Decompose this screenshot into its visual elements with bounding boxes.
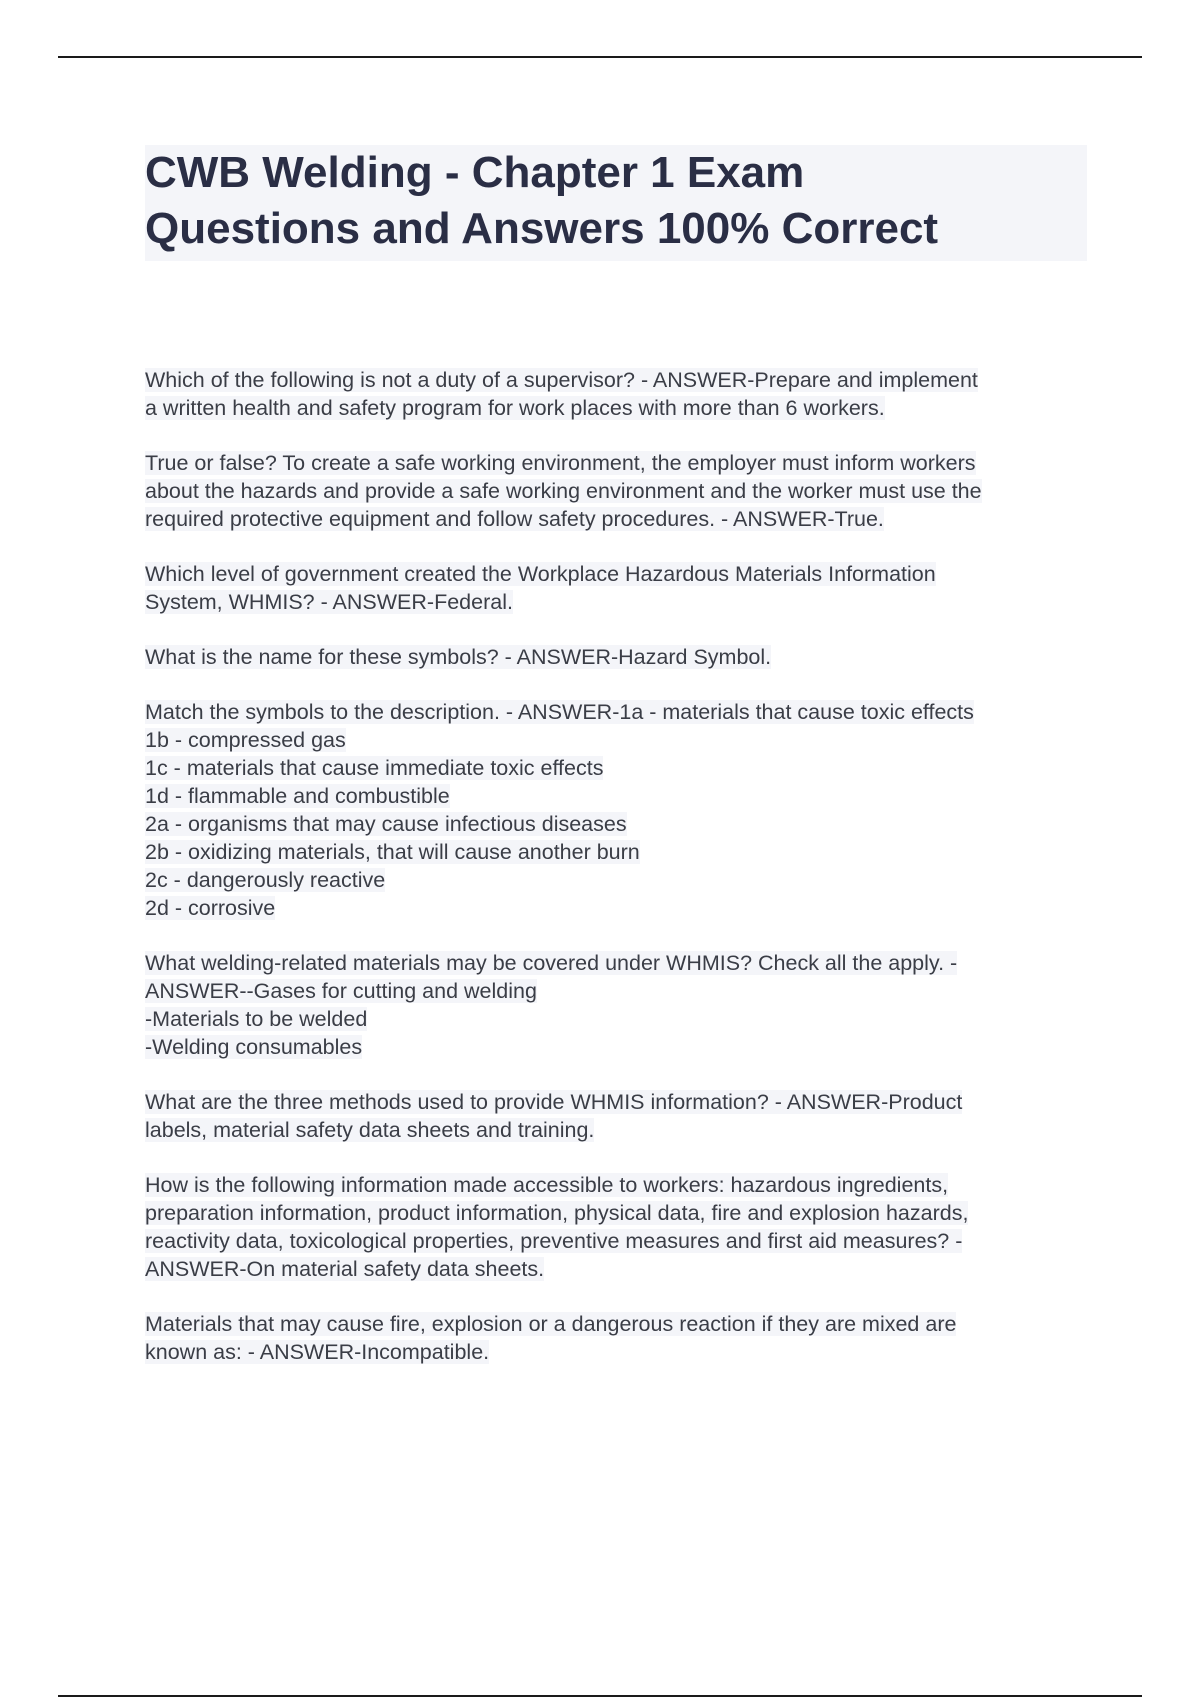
qa-line-text: 2d - corrosive bbox=[145, 896, 276, 920]
qa-line-text: True or false? To create a safe working environment, the employer must inform workers bbox=[145, 451, 976, 475]
qa-line-text: ANSWER--Gases for cutting and welding bbox=[145, 979, 537, 1003]
qa-line bbox=[145, 394, 1095, 422]
qa-line-text: What is the name for these symbols? - ANSWER-Hazard Symbol. bbox=[145, 645, 772, 669]
qa-line bbox=[145, 1033, 1095, 1061]
qa-line bbox=[145, 366, 1095, 394]
qa-line bbox=[145, 1227, 1095, 1255]
qa-item bbox=[145, 366, 1095, 422]
qa-line-text: What welding-related materials may be covered under WHMIS? Check all the apply. - bbox=[145, 951, 958, 975]
document-title bbox=[145, 145, 1087, 257]
qa-line-text: 2c - dangerously reactive bbox=[145, 868, 386, 892]
qa-line-text: Which of the following is not a duty of a supervisor? - ANSWER-Prepare and implement bbox=[145, 368, 978, 392]
qa-line-text: What are the three methods used to provide WHMIS information? - ANSWER-Product bbox=[145, 1090, 963, 1114]
qa-item bbox=[145, 698, 1095, 922]
qa-line-text: 1d - flammable and combustible bbox=[145, 784, 450, 808]
qa-line-text: 1b - compressed gas bbox=[145, 728, 346, 752]
qa-line bbox=[145, 505, 1095, 533]
qa-line bbox=[145, 977, 1095, 1005]
qa-line-text: about the hazards and provide a safe working environment and the worker must use the bbox=[145, 479, 982, 503]
qa-line bbox=[145, 894, 1095, 922]
qa-item bbox=[145, 1171, 1095, 1283]
qa-line bbox=[145, 1088, 1095, 1116]
qa-item bbox=[145, 560, 1095, 616]
qa-line-text: 1c - materials that cause immediate toxic effects bbox=[145, 756, 604, 780]
top-divider bbox=[58, 56, 1142, 58]
qa-line bbox=[145, 726, 1095, 754]
qa-line bbox=[145, 949, 1095, 977]
qa-line bbox=[145, 1199, 1095, 1227]
qa-line-text: ANSWER-On material safety data sheets. bbox=[145, 1257, 545, 1281]
qa-line bbox=[145, 560, 1095, 588]
qa-line bbox=[145, 588, 1095, 616]
qa-line-text: -Welding consumables bbox=[145, 1035, 363, 1059]
qa-line bbox=[145, 838, 1095, 866]
qa-line bbox=[145, 698, 1095, 726]
qa-line-text: reactivity data, toxicological properties, preventive measures and first aid measures? - bbox=[145, 1229, 963, 1253]
qa-line bbox=[145, 782, 1095, 810]
qa-line-text: labels, material safety data sheets and training. bbox=[145, 1118, 595, 1142]
qa-line bbox=[145, 810, 1095, 838]
qa-line-text: preparation information, product information, physical data, fire and explosion hazards, bbox=[145, 1201, 969, 1225]
qa-line bbox=[145, 643, 1095, 671]
qa-line bbox=[145, 1116, 1095, 1144]
qa-line bbox=[145, 754, 1095, 782]
title-line-2: Questions and Answers 100% Correct bbox=[145, 204, 939, 253]
bottom-divider bbox=[58, 1695, 1142, 1697]
qa-line bbox=[145, 1171, 1095, 1199]
qa-list bbox=[145, 366, 1095, 1393]
qa-line-text: Which level of government created the Workplace Hazardous Materials Information bbox=[145, 562, 936, 586]
qa-line-text: 2a - organisms that may cause infectious diseases bbox=[145, 812, 627, 836]
qa-line bbox=[145, 1310, 1095, 1338]
qa-item bbox=[145, 949, 1095, 1061]
qa-line bbox=[145, 1338, 1095, 1366]
title-block bbox=[145, 145, 1087, 261]
qa-line-text: known as: - ANSWER-Incompatible. bbox=[145, 1340, 490, 1364]
qa-line-text: How is the following information made accessible to workers: hazardous ingredients, bbox=[145, 1173, 949, 1197]
title-line-1: CWB Welding - Chapter 1 Exam bbox=[145, 148, 805, 197]
qa-line-text: -Materials to be welded bbox=[145, 1007, 368, 1031]
qa-line-text: Materials that may cause fire, explosion or a dangerous reaction if they are mixed are bbox=[145, 1312, 957, 1336]
qa-line bbox=[145, 1255, 1095, 1283]
qa-line bbox=[145, 1005, 1095, 1033]
qa-line bbox=[145, 477, 1095, 505]
qa-line-text: Match the symbols to the description. - ANSWER-1a - materials that cause toxic effects bbox=[145, 700, 974, 724]
qa-line-text: a written health and safety program for work places with more than 6 workers. bbox=[145, 396, 885, 420]
qa-line-text: System, WHMIS? - ANSWER-Federal. bbox=[145, 590, 513, 614]
qa-item bbox=[145, 1088, 1095, 1144]
qa-line bbox=[145, 449, 1095, 477]
qa-line bbox=[145, 866, 1095, 894]
qa-item bbox=[145, 1310, 1095, 1366]
qa-line-text: required protective equipment and follow safety procedures. - ANSWER-True. bbox=[145, 507, 884, 531]
qa-item bbox=[145, 643, 1095, 671]
qa-item bbox=[145, 449, 1095, 533]
qa-line-text: 2b - oxidizing materials, that will cause another burn bbox=[145, 840, 640, 864]
